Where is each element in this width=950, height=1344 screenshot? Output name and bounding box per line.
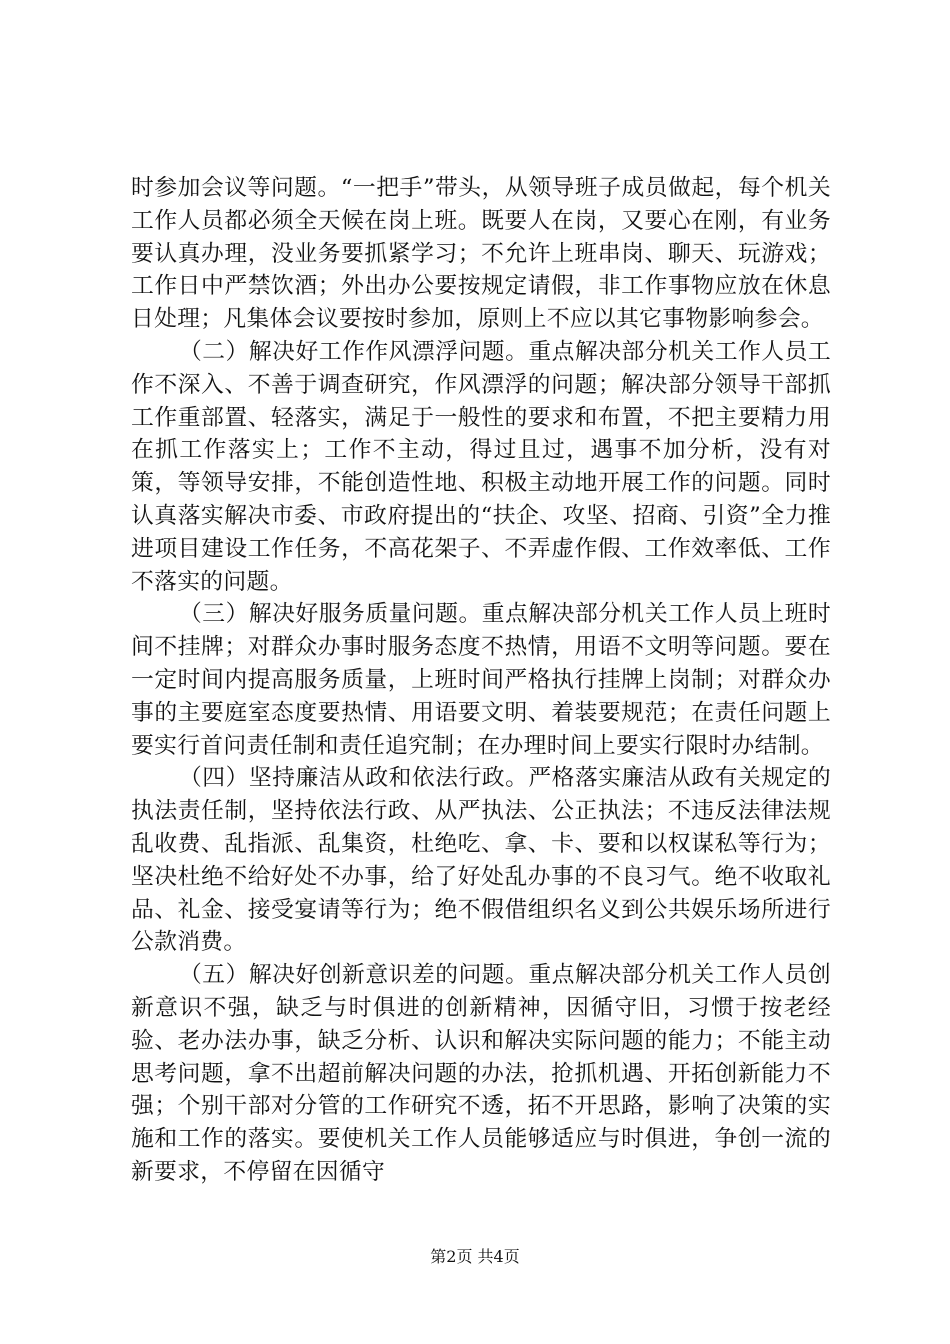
page-number-footer: 第2页 共4页 <box>430 1247 520 1266</box>
paragraph-work-style: （二）解决好工作作风漂浮问题。重点解决部分机关工作人员工作不深入、不善于调查研究，作风漂浮的问题；解决部分领导干部抓工作重部置、轻落实，满足于一般性的要求和布置，不把主要精力用在抓工作落实上；工作不主动，得过且过，遇事不加分析，没有对策，等领导安排，不能创造性地、积极主动地开展工作的问题。同时认真落实解决市委、市政府提出的“扶企、攻坚、招商、引资”全力推进项目建设工作任务，不高花架子、不弄虚作假、工作效率低、工作不落实的问题。 <box>131 338 831 595</box>
paragraph-innovation: （五）解决好创新意识差的问题。重点解决部分机关工作人员创新意识不强，缺乏与时俱进的创新精神，因循守旧，习惯于按老经验、老办法办事，缺乏分析、认识和解决实际问题的能力；不能主动思考问题，拿不出超前解决问题的办法，抢抓机遇、开拓创新能力不强；个别干部对分管的工作研究不透，拓不开思路，影响了决策的实施和工作的落实。要使机关工作人员能够适应与时俱进，争创一流的新要求，不停留在因循守 <box>131 962 831 1185</box>
document-body <box>131 172 831 1189</box>
paragraph-continuation: 时参加会议等问题。“一把手”带头，从领导班子成员做起，每个机关工作人员都必须全天候在岗上班。既要人在岗，又要心在刚，有业务要认真办理，没业务要抓紧学习；不允许上班串岗、聊天、玩游戏；工作日中严禁饮酒；外出办公要按规定请假，非工作事物应放在休息日处理；凡集体会议要按时参加，原则上不应以其它事物影响参会。 <box>131 175 831 333</box>
paragraph-integrity: （四）坚持廉洁从政和依法行政。严格落实廉洁从政有关规定的执法责任制，坚持依法行政、从严执法、公正执法；不违反法律法规乱收费、乱指派、乱集资，杜绝吃、拿、卡、要和以权谋私等行为；坚决杜绝不给好处不办事，给了好处乱办事的不良习气。绝不收取礼品、礼金、接受宴请等行为；绝不假借组织名义到公共娱乐场所进行公款消费。 <box>131 765 831 956</box>
paragraph-service-quality: （三）解决好服务质量问题。重点解决部分机关工作人员上班时间不挂牌；对群众办事时服务态度不热情，用语不文明等问题。要在一定时间内提高服务质量，上班时间严格执行挂牌上岗制；对群众办事的主要庭室态度要热情、用语要文明、着装要规范；在责任问题上要实行首问责任制和责任追究制；在办理时间上要实行限时办结制。 <box>131 601 831 759</box>
